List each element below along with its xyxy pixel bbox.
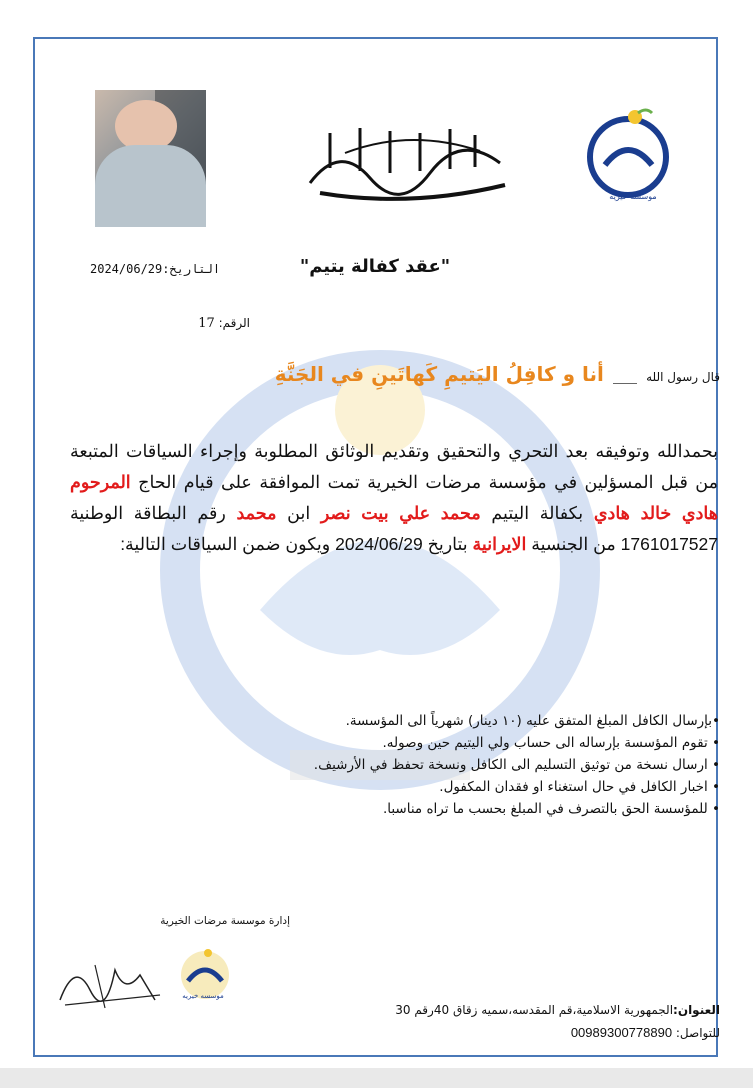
terms-list bbox=[140, 710, 720, 820]
hadith-quote: أنا و كافِلُ اليَتيمِ كَهاتَينِ في الجَنَّةِ bbox=[274, 362, 604, 386]
term-item: • اخبار الكافل في حال استغناء او فقدان المكفول. bbox=[439, 779, 720, 795]
basmala-calligraphy bbox=[300, 123, 520, 203]
management-label: إدارة موسسة مرضات الخيرية bbox=[160, 915, 290, 927]
son-of-label: ابن bbox=[287, 503, 311, 523]
contract-title: "عقد كفالة يتيم" bbox=[299, 256, 451, 277]
body-sponsorship: بكفالة اليتيم bbox=[491, 503, 584, 523]
nationality-label: من الجنسية bbox=[531, 534, 616, 554]
number-line bbox=[130, 316, 250, 331]
id-value: 1761017527 bbox=[620, 534, 718, 554]
body-date-label: بتاريخ bbox=[427, 534, 468, 554]
body-closing: ويكون ضمن السياقات التالية: bbox=[120, 534, 331, 554]
logo-icon bbox=[580, 105, 680, 205]
father-name: محمد bbox=[236, 503, 277, 523]
address-value: الجمهورية الاسلامية،قم المقدسه،سميه زقاق 40رقم 30 bbox=[395, 1003, 674, 1017]
contract-body bbox=[70, 436, 718, 560]
signature bbox=[55, 950, 165, 1015]
number-value: 17 bbox=[198, 316, 215, 331]
term-item: • للمؤسسة الحق بالتصرف في المبلغ بحسب ما تراه مناسبا. bbox=[382, 801, 720, 817]
date-value: 2024/06/29 bbox=[90, 262, 163, 276]
contact-line bbox=[270, 1025, 720, 1040]
body-date-value: 2024/06/29 bbox=[335, 534, 423, 554]
donor-name: المرحوم هادي خالد هادي bbox=[70, 472, 718, 523]
date-label: التاريخ: bbox=[162, 262, 221, 276]
hadith-line bbox=[140, 362, 720, 386]
address-label: العنوان: bbox=[673, 1003, 720, 1017]
orphan-photo bbox=[95, 90, 206, 227]
term-item: • تقوم المؤسسة بإرساله الى حساب ولي اليتيم حين وصوله. bbox=[382, 735, 720, 751]
term-item: •بإرسال الكافل المبلغ المتفق عليه (١٠ دينار) شهرياً الى المؤسسة. bbox=[345, 713, 720, 729]
prophet-seal-icon bbox=[613, 369, 637, 384]
page-bottom-strip bbox=[0, 1068, 753, 1088]
address-line bbox=[270, 1003, 720, 1017]
logo-caption: موسسه خيريه bbox=[609, 192, 657, 201]
contact-value: 00989300778890 bbox=[570, 1025, 673, 1040]
id-label: رقم البطاقة الوطنية bbox=[70, 503, 226, 523]
nationality-value: الايرانية bbox=[472, 534, 527, 554]
small-logo-caption: موسسه خيريه bbox=[182, 992, 224, 1000]
date-line bbox=[90, 262, 250, 276]
hadith-prefix: قال رسول الله bbox=[646, 370, 720, 384]
term-item: • ارسال نسخة من توثيق التسليم الى الكافل ونسخة تحفظ في الأرشيف. bbox=[313, 757, 720, 773]
orphan-name: محمد علي بيت نصر bbox=[320, 503, 481, 523]
body-intro: بحمدالله وتوفيقه بعد التحري والتحقيق وتقديم الوثائق المطلوبة وإجراء السياقات المتبعة من قبل المسؤلين في مؤسسة مرضات الخيرية تمت الموافقة على قيام الحاج bbox=[70, 441, 718, 492]
number-label: الرقم: bbox=[218, 316, 250, 330]
contact-label: للتواصل: bbox=[675, 1026, 720, 1040]
